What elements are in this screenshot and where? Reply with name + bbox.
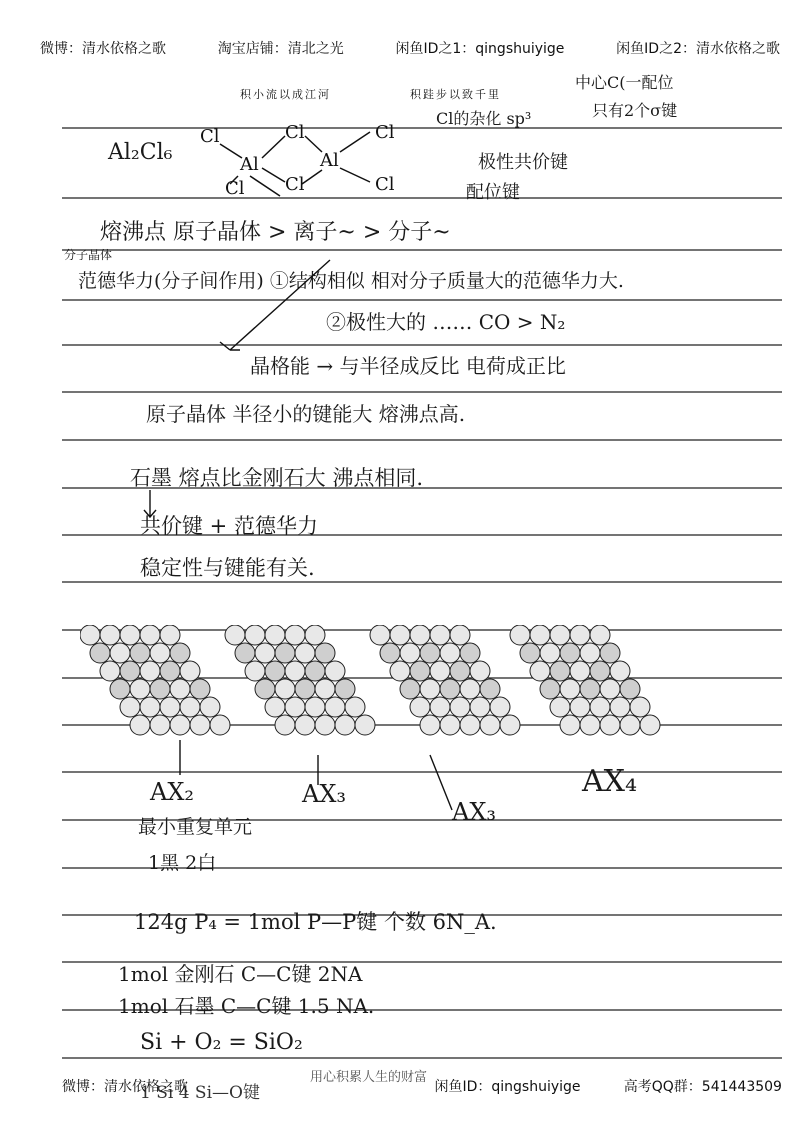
svg-text:Al: Al [240, 154, 259, 175]
packing-diagrams [80, 625, 720, 745]
footer-weibo: 微博：清水依格之歌 [62, 1079, 188, 1095]
label-ax2: AX₂ [150, 778, 195, 806]
footer-xianyu: 闲鱼ID：qingshuiyige [434, 1079, 581, 1095]
footer-qq: 高考QQ群：541443509 [623, 1079, 782, 1095]
header-taobao: 淘宝店铺：清北之光 [217, 41, 344, 57]
note-black-white: 1黑 2白 [148, 852, 217, 874]
formula-al2cl6: Al₂Cl₆ [108, 140, 173, 165]
note-sio2: Si + O₂ = SiO₂ [140, 1030, 303, 1055]
note-sp3: Cl的杂化 sp³ [436, 109, 532, 128]
note-p4: 124g P₄ = 1mol P—P键 个数 6N_A. [134, 910, 497, 934]
motto-right: 积跬步以致千里 [410, 88, 501, 101]
note-atomic-crystal: 原子晶体 半径小的键能大 熔沸点高. [146, 402, 466, 426]
label-ax4: AX₄ [582, 764, 638, 799]
al2cl6-structure [190, 120, 410, 200]
svg-text:Cl: Cl [375, 122, 395, 143]
note-polar-bond: 极性共价键 [478, 152, 568, 173]
note-diamond: 1mol 金刚石 C—C键 2NA [118, 962, 363, 986]
note-center-c: 中心C(一配位 [575, 73, 674, 92]
note-molecular-crystal: 分子晶体 [64, 248, 113, 262]
packing-ax3-a [225, 625, 375, 735]
note-graphite-bonds: 1mol 石墨 C—C键 1.5 NA. [118, 994, 375, 1018]
down-arrow [140, 490, 160, 520]
svg-text:Cl: Cl [375, 174, 395, 195]
arrow-line [210, 250, 350, 360]
motto-left: 积小流以成江河 [240, 88, 331, 101]
svg-text:Al: Al [320, 150, 339, 171]
svg-text:Cl: Cl [285, 174, 305, 195]
note-stability: 稳定性与键能有关. [140, 556, 315, 580]
label-ax3-b: AX₃ [452, 798, 497, 826]
packing-ax4 [510, 625, 660, 735]
label-ax3-a: AX₃ [302, 780, 347, 808]
note-si-o-bonds: 1 Si 4 Si—O键 [140, 1083, 260, 1103]
note-lattice-energy: 晶格能 → 与半径成反比 电荷成正比 [250, 354, 566, 378]
header-xianyu-2: 闲鱼ID之2：清水依格之歌 [616, 41, 780, 57]
note-polarity: ②极性大的 …… CO > N₂ [326, 310, 566, 334]
svg-text:Cl: Cl [225, 178, 245, 199]
note-unit-cell: 最小重复单元 [138, 816, 253, 838]
note-graphite: 石墨 熔点比金刚石大 沸点相同. [130, 466, 424, 490]
svg-text:Cl: Cl [285, 122, 305, 143]
header-xianyu-1: 闲鱼ID之1：qingshuiyige [395, 41, 565, 57]
note-melting-point: 熔沸点 原子晶体 > 离子~ > 分子~ [100, 220, 451, 245]
note-covalent-vdw: 共价键 + 范德华力 [140, 514, 318, 538]
note-coord-bond: 配位键 [466, 182, 520, 203]
note-vdw: 范德华力(分子间作用) ①结构相似 相对分子质量大的范德华力大. [78, 270, 624, 292]
svg-text:Cl: Cl [200, 126, 220, 147]
packing-ax2 [80, 625, 230, 735]
footer-slogan: 用心积累人生的财富 [310, 1070, 428, 1085]
packing-ax3-b [370, 625, 520, 735]
header-weibo: 微博：清水依格之歌 [40, 41, 166, 57]
note-two-sigma: 只有2个σ键 [592, 101, 678, 120]
